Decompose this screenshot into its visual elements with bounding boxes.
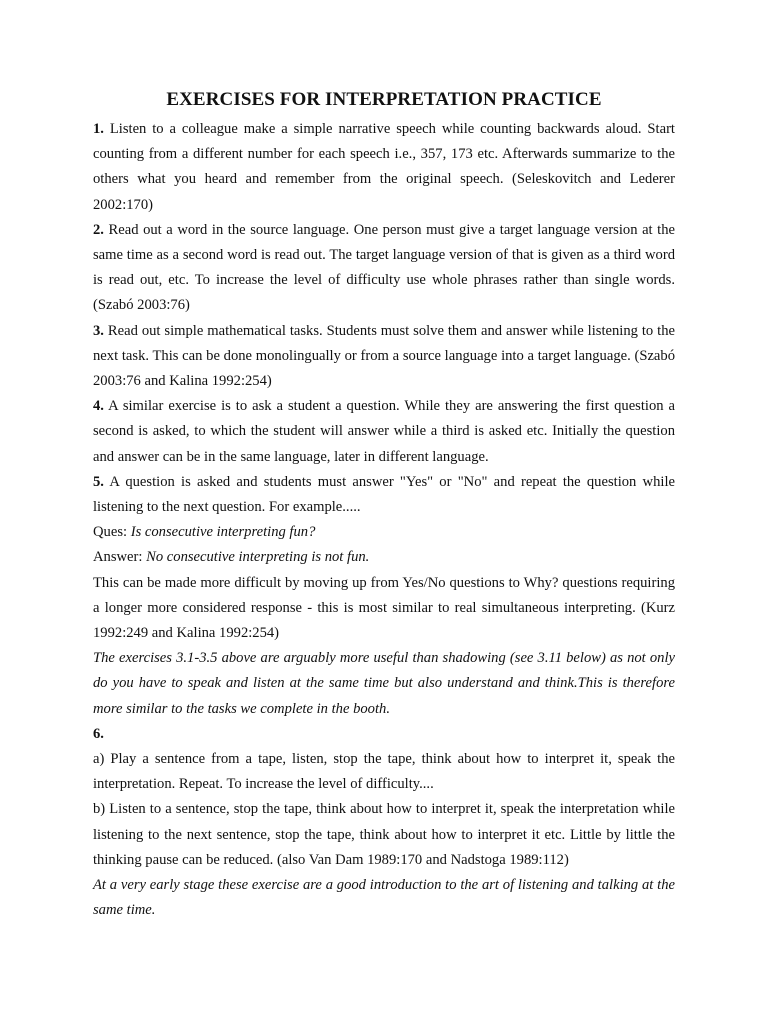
difficulty-paragraph: This can be made more difficult by moving up from Yes/No questions to Why? questions requiring a longer more considered response - this is most similar to real simultaneous interpreting. (Kurz 1992:249 and Kalina 1992:254) [93,574,675,642]
exercise-text: A similar exercise is to ask a student a question. While they are answering the first question a second is asked, to which the student will answer while a third is asked etc. Initially the question and answer can be in the same language, later in different language. [93,398,675,465]
exercise-number: 1. [93,121,104,137]
example-question [93,520,675,545]
exercise-text: Read out simple mathematical tasks. Students must solve them and answer while listening to the next task. This can be done monolingually or from a source language into a target language. (Szabó 2003:76 and Kalina 1992:254) [93,322,675,390]
exercise-number: 2. [93,221,104,238]
example-answer [93,545,675,570]
exercise-4 [93,394,675,470]
page-title: EXERCISES FOR INTERPRETATION PRACTICE [166,89,602,110]
exercise-2 [93,218,675,319]
exercise-3 [93,319,675,395]
exercise-number: 3. [93,322,104,339]
exercise-number: 4. [93,398,104,415]
exercise-6b: b) Listen to a sentence, stop the tape, think about how to interpret it, speak the interpretation while listening to the next sentence, stop the tape, think about how to interpret it etc. Little by little the thinking pause can be reduced. (also Van Dam 1989:170 and Nadstoga 1989:112) [93,801,675,868]
italic-note-2: At a very early stage these exercise are a good introduction to the art of listening and talking at the same time. [93,877,675,919]
exercise-text: Read out a word in the source language. One person must give a target language version at the same time as a second word is read out. The target language version of that is given as a third word is read out, etc. To increase the level of difficulty use whole phrases rather than single words. (Szabó 2003:76) [93,221,675,314]
answer-text: No consecutive interpreting is not fun. [146,549,370,566]
italic-note-1: The exercises 3.1-3.5 above are arguably more useful than shadowing (see 3.11 below) as not only do you have to speak and listen at the same time but also understand and think.This is therefore more similar to the tasks we complete in the booth. [93,650,675,717]
answer-label: Answer: [93,549,147,566]
exercise-6a: a) Play a sentence from a tape, listen, stop the tape, think about how to interpret it, speak the interpretation. Repeat. To increase the level of difficulty.... [93,751,675,793]
exercise-6-number: 6. [93,725,104,742]
question-text: Is consecutive interpreting fun? [130,524,316,541]
exercise-1 [93,117,675,218]
exercise-5 [93,470,675,520]
exercise-text: Listen to a colleague make a simple narrative speech while counting backwards aloud. Start counting from a different number for each speech i.e., 357, 173 etc. Afterwards summarize to the others what you heard and remember from the original speech. (Seleskovitch and Lederer 2002:170) [93,121,675,213]
document-page [93,88,675,924]
question-label: Ques: [93,524,131,541]
exercise-number: 5. [93,473,104,490]
exercise-text: A question is asked and students must answer "Yes" or "No" and repeat the question while listening to the next question. For example..... [93,473,675,516]
